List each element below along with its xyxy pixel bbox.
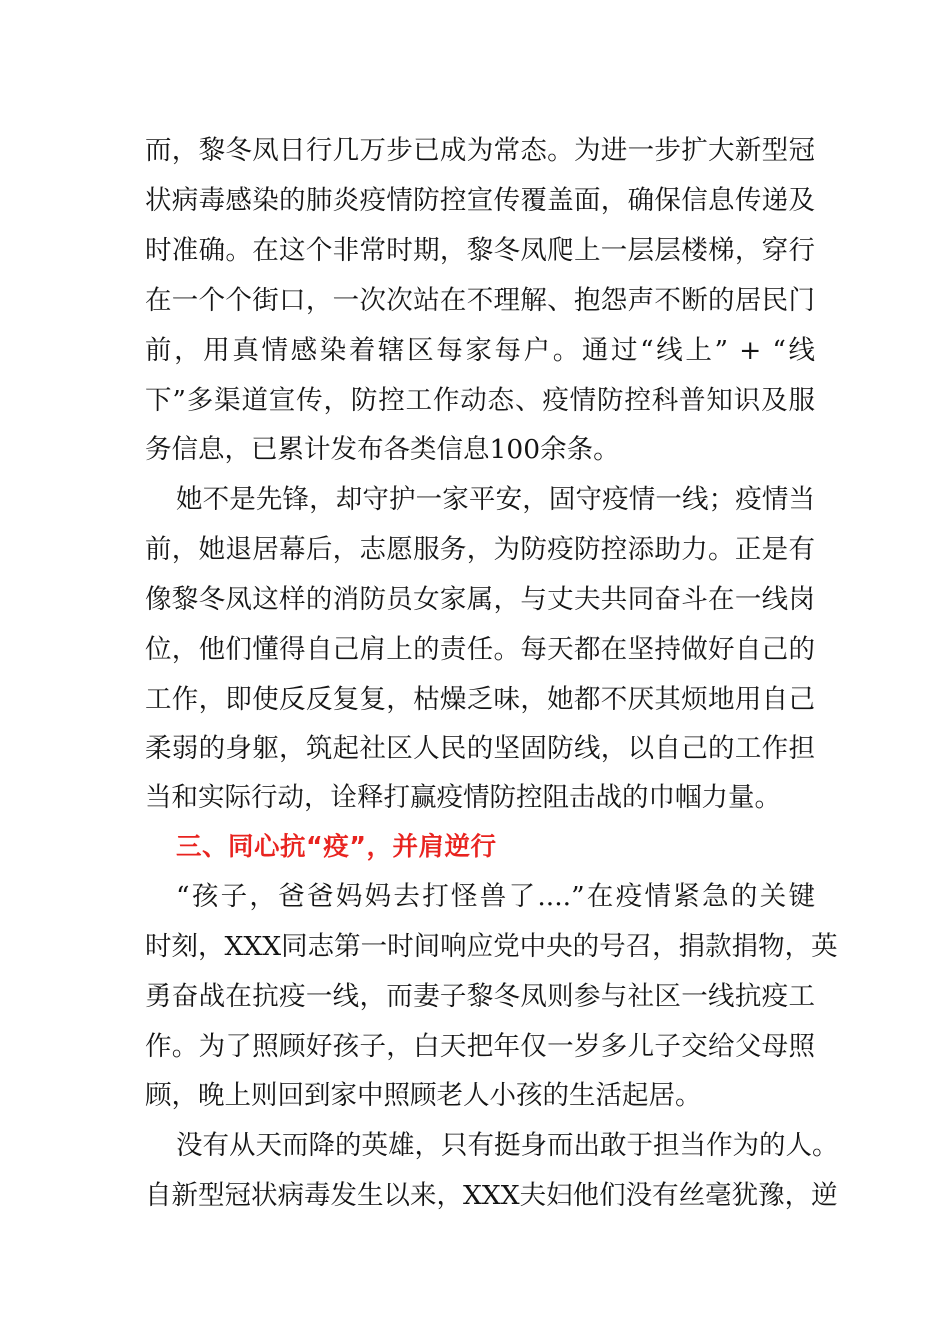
- body-line: 前，她退居幕后，志愿服务，为防疫防控添助力。正是有: [145, 534, 815, 565]
- body-line: 时刻，XXX同志第一时间响应党中央的号召，捐款捐物，英: [145, 931, 838, 962]
- paragraph-first-line: “孩子，爸爸妈妈去打怪兽了....”在疫情紧急的关键: [176, 881, 815, 912]
- body-line: 柔弱的身躯，筑起社区人民的坚固防线，以自己的工作担: [145, 733, 815, 764]
- body-line: 而，黎冬凤日行几万步已成为常态。为进一步扩大新型冠: [145, 135, 815, 166]
- paragraph-first-line: 没有从天而降的英雄，只有挺身而出敢于担当作为的人。: [176, 1130, 839, 1161]
- body-line: 勇奋战在抗疫一线，而妻子黎冬凤则参与社区一线抗疫工: [145, 981, 815, 1012]
- body-line: 下”多渠道宣传，防控工作动态、疫情防控科普知识及服: [145, 385, 815, 416]
- paragraph-first-line: 她不是先锋，却守护一家平安，固守疫情一线；疫情当: [176, 484, 815, 515]
- body-line: 当和实际行动，诠释打赢疫情防控阻击战的巾帼力量。: [145, 782, 781, 813]
- body-line: 作。为了照顾好孩子，白天把年仅一岁多儿子交给父母照: [145, 1031, 815, 1062]
- body-line: 位，他们懂得自己肩上的责任。每天都在坚持做好自己的: [145, 634, 815, 665]
- body-line: 时准确。在这个非常时期，黎冬凤爬上一层层楼梯，穿行: [145, 235, 815, 266]
- body-line: 顾，晚上则回到家中照顾老人小孩的生活起居。: [145, 1080, 702, 1111]
- body-line: 自新型冠状病毒发生以来，XXX夫妇他们没有丝毫犹豫，逆: [145, 1180, 838, 1211]
- body-line: 状病毒感染的肺炎疫情防控宣传覆盖面，确保信息传递及: [145, 185, 815, 216]
- body-line: 务信息，已累计发布各类信息100余条。: [145, 434, 620, 465]
- body-line: 前，用真情感染着辖区每家每户。通过“线上” + “线: [145, 335, 815, 366]
- body-line: 工作，即使反反复复，枯燥乏味，她都不厌其烦地用自己: [145, 684, 815, 715]
- body-line: 像黎冬凤这样的消防员女家属，与丈夫共同奋斗在一线岗: [145, 584, 815, 615]
- section-heading: 三、同心抗“疫”，并肩逆行: [176, 832, 497, 862]
- body-line: 在一个个街口，一次次站在不理解、抱怨声不断的居民门: [145, 285, 815, 316]
